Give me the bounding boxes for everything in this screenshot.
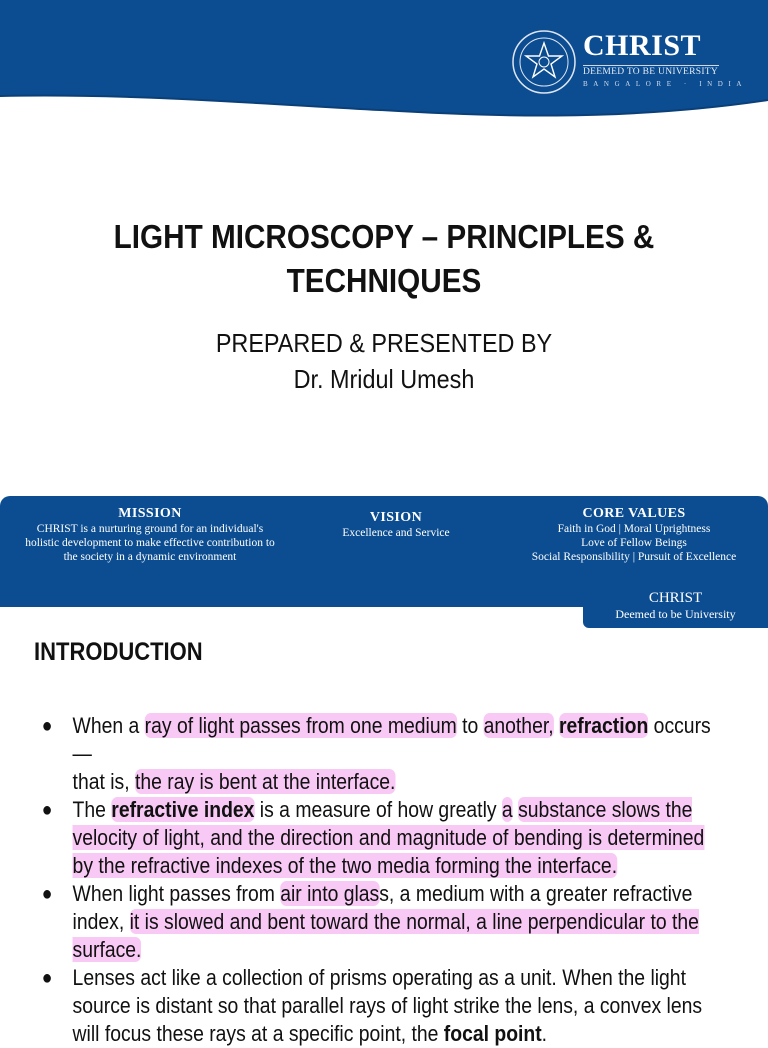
logo-subtitle: DEEMED TO BE UNIVERSITY (583, 67, 719, 77)
slide-subtitle (38, 325, 729, 397)
bullet-icon: ● (41, 799, 53, 821)
mission-block (8, 505, 292, 564)
highlighted-text: substance slows the velocity of light, and the direction and magnitude of bending is determined by the refractive indexes of the two media forming the interface. (72, 797, 705, 878)
badge-subtitle: Deemed to be University (615, 607, 736, 621)
bold-highlighted-term: refractive index (111, 797, 255, 822)
logo-divider (583, 65, 719, 66)
core-values-text-3: Social Responsibility | Pursuit of Excellence (531, 551, 737, 563)
bullet-list (40, 712, 726, 1048)
text-run: to (456, 713, 484, 738)
mission-text-2: holistic development to make effective contribution to (25, 537, 275, 549)
bold-highlighted-term: refraction (558, 713, 649, 738)
mission-text-1: CHRIST is a nurturing ground for an individual's (36, 523, 264, 535)
bullet-icon: ● (41, 967, 53, 989)
core-values-block (514, 505, 754, 564)
highlighted-text: it is slowed and bent toward the normal, a line perpendicular to the surface. (72, 909, 699, 962)
vision-heading: VISION (369, 510, 423, 525)
text-run: Lenses act like a collection of prisms operating as a unit. When the light source is distant so that parallel rays of light strike the lens, a convex lens will focus these rays at a specific point, the (72, 965, 703, 1046)
vision-text: Excellence and Service (342, 527, 450, 539)
text-run: When light passes from (72, 881, 281, 906)
highlighted-text: another, (483, 713, 554, 738)
highlighted-text: the ray is bent at the interface. (134, 769, 396, 794)
bullet-icon: ● (41, 715, 53, 737)
text-run: The (72, 797, 112, 822)
text-run: s, a medium with a greater refractive index, (72, 881, 693, 934)
list-item (40, 880, 726, 964)
text-run: is a measure of how greatly (254, 797, 502, 822)
text-run: When a (72, 713, 145, 738)
core-values-heading: CORE VALUES (582, 506, 686, 521)
core-values-text-2: Love of Fellow Beings (581, 537, 687, 549)
introduction-slide (0, 628, 768, 1046)
badge-name: CHRIST (648, 590, 703, 606)
introduction-heading: INTRODUCTION (34, 638, 203, 666)
vision-block (326, 509, 466, 540)
logo-wordmark: CHRIST (583, 29, 702, 62)
highlighted-text: ray of light passes from one medium (144, 713, 457, 738)
bullet-icon: ● (41, 883, 53, 905)
slide-title (38, 215, 729, 303)
text-run: that is, (72, 769, 135, 794)
highlighted-text: air into glas (280, 881, 380, 906)
title-line-1: LIGHT MICROSCOPY – PRINCIPLES & (113, 218, 655, 255)
bold-term: focal point (443, 1021, 542, 1046)
university-seal-icon (511, 29, 577, 95)
core-values-text-1: Faith in God | Moral Uprightness (557, 523, 711, 535)
text-run: occurs— (72, 713, 711, 766)
mission-text-3: the society in a dynamic environment (63, 551, 237, 563)
logo-location: BANGALORE · INDIA (583, 80, 748, 88)
university-logo (511, 27, 748, 97)
highlighted-text: a (501, 797, 513, 822)
title-line-2: TECHNIQUES (286, 262, 482, 299)
list-item (40, 796, 726, 880)
text-run (554, 713, 559, 738)
list-item (40, 712, 726, 796)
university-badge (583, 584, 768, 628)
subtitle-line-1: PREPARED & PRESENTED BY (215, 328, 553, 358)
text-run: . (541, 1021, 548, 1046)
list-item (40, 964, 726, 1048)
presenter-name: Dr. Mridul Umesh (293, 364, 475, 394)
mission-heading: MISSION (118, 506, 182, 521)
